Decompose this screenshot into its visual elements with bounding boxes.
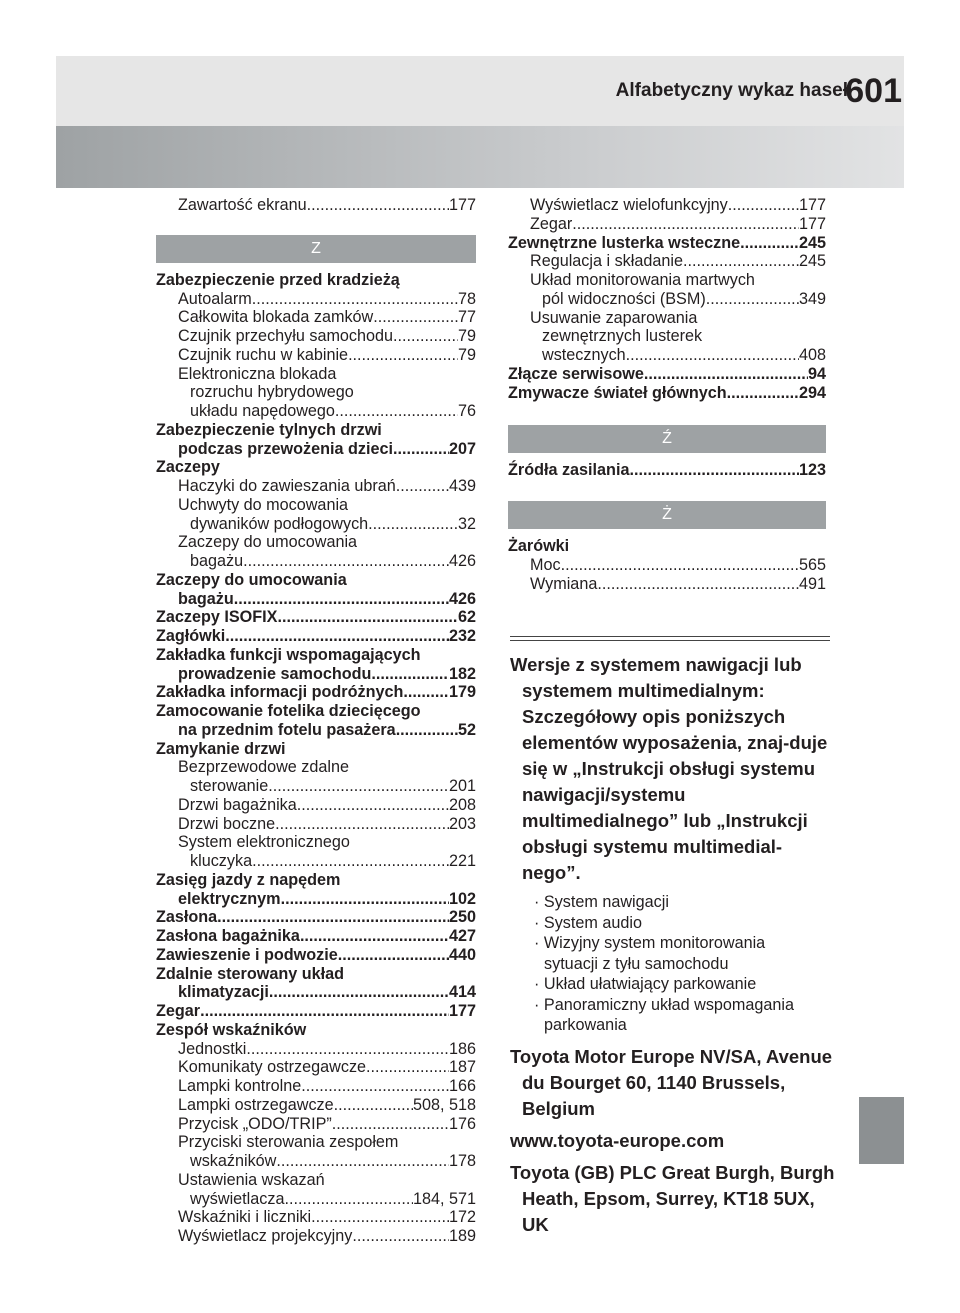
- index-heading: Żarówki: [508, 537, 570, 555]
- entry-page: 250: [448, 908, 476, 927]
- header-title: Alfabetyczny wykaz haseł: [615, 80, 848, 101]
- dot-leader: [396, 721, 458, 740]
- company-address-europe: Toyota Motor Europe NV/SA, Avenue du Bourget 60, 1140 Brussels, Belgium: [510, 1045, 833, 1119]
- entry-text: Haczyki do zawieszania ubrań: [178, 477, 396, 495]
- entry-text: Źródła zasilania: [508, 461, 630, 480]
- index-heading: Zabezpieczenie tylnych drzwi: [156, 420, 382, 439]
- index-entry: [156, 627, 476, 646]
- entry-page: 78: [457, 289, 476, 308]
- index-entry: [156, 683, 476, 702]
- entry-text: wstecznych: [542, 346, 626, 364]
- entry-page: 440: [448, 945, 476, 964]
- dot-leader: [276, 1152, 449, 1171]
- feature-list-item: [510, 913, 835, 934]
- entry-text: wskaźników: [190, 1152, 277, 1170]
- index-entry: [156, 608, 476, 627]
- entry-page: 178: [448, 1152, 476, 1170]
- index-entry: [156, 515, 476, 534]
- index-entry: [156, 796, 476, 815]
- entry-page: 426: [448, 552, 476, 570]
- entry-text: kluczyka: [190, 852, 253, 870]
- entry-page: 187: [448, 1058, 476, 1077]
- feature-list-item: [510, 1015, 835, 1036]
- index-heading: Ustawienia wskazań: [178, 1170, 325, 1189]
- index-heading: Uchwyty do mocowania: [178, 495, 349, 514]
- dot-leader: [366, 1058, 449, 1077]
- entry-page: 182: [448, 664, 476, 683]
- index-heading: Bezprzewodowe zdalne: [178, 758, 349, 777]
- index-entry: [508, 384, 826, 403]
- entry-text: na przednim fotelu pasażera: [178, 720, 396, 739]
- entry-text: Zawartość ekranu: [178, 196, 307, 214]
- index-entry: [156, 1190, 476, 1209]
- index-entry: [156, 1152, 476, 1171]
- entry-text: Drzwi boczne: [178, 814, 276, 833]
- entry-page: 94: [807, 364, 826, 383]
- entry-page: 491: [798, 574, 826, 593]
- entry-page: 408: [798, 346, 826, 364]
- entry-text: elektrycznym: [178, 889, 281, 908]
- entry-text: Wyświetlacz projekcyjny: [178, 1227, 353, 1245]
- entry-page: 414: [448, 983, 476, 1002]
- feature-list-item: [510, 995, 835, 1016]
- index-entry: [156, 327, 476, 346]
- company-address-uk: Toyota (GB) PLC Great Burgh, Burgh Heath, Epsom, Surrey, KT18 5UX, UK: [510, 1161, 835, 1235]
- dot-leader: [706, 290, 799, 309]
- entry-text: Czujnik ruchu w kabinie: [178, 345, 349, 364]
- index-entry: [156, 290, 476, 309]
- index-entry: [156, 308, 476, 327]
- entry-page: 245: [798, 233, 826, 252]
- feature-list: [510, 892, 835, 1036]
- index-entry: [156, 402, 476, 421]
- entry-page: 79: [457, 327, 476, 345]
- dot-leader: [393, 440, 449, 459]
- index-entry: [156, 552, 476, 571]
- index-entry: [156, 852, 476, 871]
- section-header-z-dot: Ż: [508, 501, 826, 529]
- entry-text: Zewnętrzne lusterka wsteczne: [508, 233, 741, 252]
- entry-page: 177: [448, 1002, 476, 1020]
- entry-page: 184, 571: [412, 1189, 476, 1208]
- index-entry: [156, 927, 476, 946]
- entry-text: klimatyzacji: [178, 983, 269, 1002]
- index-entry: [156, 346, 476, 365]
- page-number: 601: [845, 72, 902, 110]
- index-heading: Zamocowanie fotelika dziecięcego: [156, 702, 421, 720]
- index-heading: Zasięg jazdy z napędem: [156, 870, 341, 889]
- index-entry: [508, 252, 826, 271]
- feature-text: Wizyjny system monitorowania: [543, 934, 766, 952]
- feature-list-item: [510, 974, 835, 995]
- feature-text: System nawigacji: [543, 893, 669, 911]
- dot-leader: [338, 946, 449, 965]
- dot-leader: [727, 384, 799, 403]
- dot-leader: [629, 461, 799, 480]
- entry-page: 201: [448, 777, 476, 795]
- index-entry: [156, 1058, 476, 1077]
- dot-leader: [300, 927, 449, 946]
- index-heading: Układ monitorowania martwych: [530, 271, 755, 289]
- dot-leader: [277, 608, 458, 627]
- index-entry: [156, 590, 476, 609]
- entry-page: 232: [448, 627, 476, 645]
- chapter-tab: [859, 1097, 904, 1164]
- index-entry: [508, 215, 826, 234]
- index-heading: Usuwanie zaparowania: [530, 308, 698, 327]
- dot-leader: [373, 308, 458, 327]
- index-heading: Przyciski sterowania zespołem: [178, 1133, 399, 1152]
- dot-leader: [396, 477, 449, 496]
- index-entry: [508, 346, 826, 365]
- index-heading: System elektronicznego: [178, 833, 350, 852]
- index-heading: Zaczepy do umocowania: [156, 570, 347, 589]
- entry-text: prowadzenie samochodu: [178, 664, 372, 683]
- dot-leader: [301, 1077, 449, 1096]
- entry-page: 207: [448, 439, 476, 458]
- entry-page: 294: [798, 383, 826, 402]
- entry-page: 76: [457, 402, 476, 420]
- entry-page: 245: [798, 252, 826, 271]
- entry-text: Moc: [530, 555, 561, 574]
- index-heading: Elektroniczna blokada: [178, 364, 337, 383]
- index-heading: Zaczepy do umocowania: [178, 533, 358, 552]
- dot-leader: [644, 365, 808, 384]
- dot-leader: [572, 215, 799, 234]
- dot-leader: [332, 1115, 449, 1134]
- entry-text: Wskaźniki i liczniki: [178, 1208, 312, 1227]
- entry-text: Zawieszenie i podwozie: [156, 945, 338, 964]
- index-entry: [156, 1115, 476, 1134]
- entry-text: podczas przewożenia dzieci: [178, 439, 393, 458]
- dot-leader: [281, 890, 449, 909]
- index-entry: [156, 665, 476, 684]
- dot-leader: [234, 590, 449, 609]
- dot-leader: [252, 852, 449, 871]
- entry-page: 77: [457, 308, 476, 327]
- header-band: [56, 126, 904, 188]
- index-heading: Zakładka funkcji wspomagających: [156, 645, 421, 664]
- dot-leader: [403, 683, 449, 702]
- index-entry: [156, 1002, 476, 1021]
- dot-leader: [740, 234, 799, 253]
- entry-page: 166: [448, 1077, 476, 1095]
- index-column-right: [508, 196, 826, 593]
- entry-text: Przycisk „ODO/TRIP”: [178, 1114, 332, 1133]
- index-entry: [508, 556, 826, 575]
- entry-page: 52: [457, 720, 476, 739]
- dot-leader: [200, 1002, 449, 1021]
- index-entry: [156, 196, 476, 215]
- index-entry: [156, 983, 476, 1002]
- index-heading: Zaczepy: [156, 458, 220, 477]
- dot-leader: [297, 796, 449, 815]
- entry-page: 508, 518: [412, 1095, 476, 1114]
- bullet-icon: ·: [534, 913, 540, 932]
- entry-text: sterowanie: [190, 777, 269, 795]
- entry-text: Regulacja i składanie: [530, 252, 683, 271]
- entry-text: Lampki ostrzegawcze: [178, 1095, 334, 1114]
- entry-text: Lampki kontrolne: [178, 1077, 302, 1095]
- entry-text: dywaników podłogowych: [190, 514, 369, 533]
- index-entry: [508, 365, 826, 384]
- index-entry: [156, 1208, 476, 1227]
- dot-leader: [334, 1096, 413, 1115]
- dot-leader: [683, 252, 799, 271]
- index-list: [508, 461, 826, 480]
- index-entry: [156, 908, 476, 927]
- entry-text: Wyświetlacz wielofunkcyjny: [530, 196, 728, 214]
- entry-text: Zaczepy ISOFIX: [156, 608, 278, 627]
- entry-text: Całkowita blokada zamków: [178, 308, 374, 327]
- dot-leader: [243, 552, 449, 571]
- entry-page: 427: [448, 927, 476, 945]
- entry-page: 203: [448, 814, 476, 833]
- entry-text: Czujnik przechyłu samochodu: [178, 327, 394, 345]
- dot-leader: [597, 575, 799, 594]
- index-entry: [156, 815, 476, 834]
- bullet-icon: ·: [534, 975, 540, 993]
- entry-text: bagażu: [178, 589, 234, 608]
- notes-block: [510, 652, 835, 1238]
- entry-text: Jednostki: [178, 1039, 247, 1058]
- entry-page: 172: [448, 1208, 476, 1227]
- dot-leader: [335, 402, 458, 421]
- entry-text: Wymiana: [530, 574, 598, 593]
- entry-text: Drzwi bagażnika: [178, 795, 297, 814]
- dot-leader: [252, 290, 458, 309]
- index-entry: [508, 290, 826, 309]
- entry-page: 189: [448, 1227, 476, 1245]
- index-entry: [156, 440, 476, 459]
- index-entry: [156, 1077, 476, 1096]
- dot-leader: [217, 908, 449, 927]
- entry-page: 177: [448, 196, 476, 214]
- website-text: www.toyota-europe.com: [510, 1129, 725, 1151]
- dot-leader: [352, 1227, 449, 1246]
- index-list: [156, 271, 476, 1246]
- entry-page: 208: [448, 795, 476, 814]
- index-entry: [508, 461, 826, 480]
- index-heading: zewnętrznych lusterek: [542, 327, 703, 346]
- entry-text: Zegar: [530, 214, 573, 233]
- index-list: [508, 196, 826, 402]
- entry-page: 221: [448, 852, 476, 870]
- dot-leader: [626, 346, 799, 365]
- entry-text: Komunikaty ostrzegawcze: [178, 1058, 367, 1077]
- dot-leader: [246, 1040, 449, 1059]
- section-header-z: Z: [156, 235, 476, 263]
- bullet-icon: ·: [534, 893, 540, 911]
- entry-text: Zasłona: [156, 908, 218, 927]
- index-heading: rozruchu hybrydowego: [190, 383, 354, 402]
- index-entry: [156, 777, 476, 796]
- dot-leader: [275, 815, 449, 834]
- entry-text: Autoalarm: [178, 289, 252, 308]
- entry-text: pól widoczności (BSM): [542, 289, 706, 308]
- index-entry: [156, 477, 476, 496]
- dot-leader: [284, 1190, 413, 1209]
- dot-leader: [311, 1208, 449, 1227]
- feature-list-item: [510, 954, 835, 975]
- feature-list-item: [510, 933, 835, 954]
- entry-text: Zakładka informacji podróżnych: [156, 683, 404, 702]
- feature-text: System audio: [543, 913, 642, 932]
- entry-page: 179: [448, 683, 476, 702]
- index-heading: Zespół wskaźników: [156, 1020, 307, 1039]
- entry-text: układu napędowego: [190, 402, 335, 420]
- index-heading: Zamykanie drzwi: [156, 739, 286, 758]
- index-entry: [156, 1096, 476, 1115]
- entry-text: Złącze serwisowe: [508, 364, 644, 383]
- dot-leader: [348, 346, 458, 365]
- index-entry: [156, 1040, 476, 1059]
- entry-text: bagażu: [190, 552, 244, 570]
- index-heading: Zabezpieczenie przed kradzieżą: [156, 270, 400, 289]
- feature-text: Układ ułatwiający parkowanie: [543, 975, 757, 993]
- entry-page: 177: [798, 196, 826, 214]
- dot-leader: [728, 196, 799, 215]
- navigation-note: Wersje z systemem nawigacji lub systemem multimedialnym: Szczegółowy opis poniższych elementów wyposażenia, znaj-duje się w „Instrukcji obsługi systemu nawigacji/systemu multimedialnego” lub „Instrukcji obsługi systemu multimedial-nego”.: [510, 654, 828, 883]
- entry-page: 426: [448, 589, 476, 608]
- entry-page: 439: [448, 477, 476, 495]
- entry-text: wyświetlacza: [190, 1189, 285, 1208]
- dot-leader: [368, 515, 458, 534]
- index-column-left: [156, 196, 476, 1246]
- dot-leader: [225, 627, 449, 646]
- entry-page: 79: [457, 345, 476, 364]
- index-entry: [156, 946, 476, 965]
- dot-leader: [561, 556, 799, 575]
- bullet-icon: ·: [534, 934, 540, 952]
- dot-leader: [393, 327, 458, 346]
- index-entry: [156, 890, 476, 909]
- index-entry: [508, 234, 826, 253]
- feature-list-item: [510, 892, 835, 913]
- feature-text: Panoramiczny układ wspomagania: [543, 995, 795, 1014]
- section-header-z-acute: Ź: [508, 425, 826, 453]
- entry-page: 62: [457, 608, 476, 627]
- dot-leader: [269, 983, 449, 1002]
- entry-text: Zagłówki: [156, 627, 226, 645]
- dot-leader: [268, 777, 449, 796]
- entry-text: Zasłona bagażnika: [156, 927, 300, 945]
- entry-text: Zmywacze świateł głównych: [508, 383, 727, 402]
- feature-text: parkowania: [544, 1016, 627, 1034]
- feature-text: sytuacji z tyłu samochodu: [544, 954, 729, 973]
- entry-page: 565: [798, 555, 826, 574]
- entry-page: 176: [448, 1114, 476, 1133]
- bullet-icon: ·: [534, 995, 540, 1014]
- entry-page: 32: [457, 514, 476, 533]
- index-entry: [508, 575, 826, 594]
- index-list: [508, 537, 826, 593]
- entry-text: Zegar: [156, 1002, 201, 1020]
- index-heading: Zdalnie sterowany układ: [156, 964, 345, 983]
- entry-page: 349: [798, 289, 826, 308]
- index-entry: [156, 1227, 476, 1246]
- entry-page: 102: [448, 889, 476, 908]
- index-entry: [508, 196, 826, 215]
- entry-page: 177: [798, 214, 826, 233]
- index-entry: [156, 721, 476, 740]
- dot-leader: [371, 665, 449, 684]
- entry-page: 186: [448, 1039, 476, 1058]
- divider: [510, 636, 830, 641]
- entry-page: 123: [798, 461, 826, 480]
